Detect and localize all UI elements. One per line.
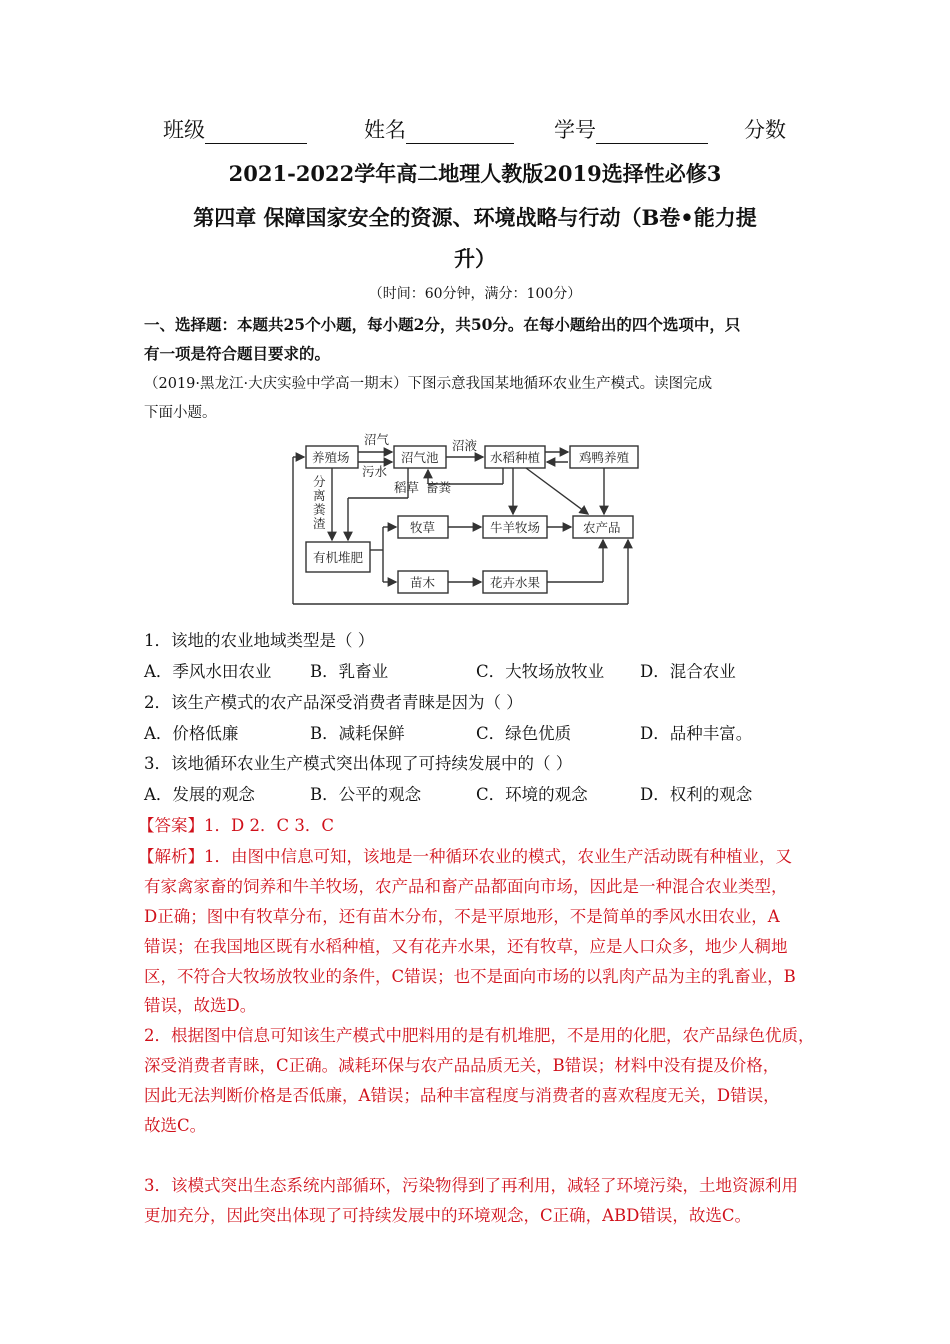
question-3-stem: 3．该地循环农业生产模式突出体现了可持续发展中的（ ） bbox=[144, 754, 573, 773]
label-breeding: 养殖场 bbox=[312, 450, 350, 465]
answer-text: 1．D 2．C 3．C bbox=[204, 816, 334, 835]
question-3-option-c[interactable]: C．环境的观念 bbox=[476, 785, 588, 804]
label-compost: 有机堆肥 bbox=[313, 550, 364, 565]
class-blank[interactable] bbox=[205, 123, 307, 144]
analysis-3-line-2: 更加充分，因此突出体现了可持续发展中的环境观念，C正确，ABD错误，故选C。 bbox=[144, 1206, 752, 1225]
label-products: 农产品 bbox=[583, 520, 621, 535]
id-blank[interactable] bbox=[596, 123, 708, 144]
question-3-option-b[interactable]: B．公平的观念 bbox=[310, 785, 422, 804]
label-separate-4: 渣 bbox=[313, 516, 326, 531]
id-label: 学号 bbox=[554, 118, 596, 142]
question-1-option-d[interactable]: D．混合农业 bbox=[640, 662, 736, 681]
answer-label: 【答案】 bbox=[138, 816, 204, 835]
class-label: 班级 bbox=[163, 118, 205, 142]
analysis-line-5: 区，不符合大牧场放牧业的条件，C错误；也不是面向市场的以乳肉产品为主的乳畜业，B bbox=[144, 967, 796, 986]
id-field bbox=[554, 114, 708, 144]
question-3-option-d[interactable]: D．权利的观念 bbox=[640, 785, 753, 804]
question-1-option-c[interactable]: C．大牧场放牧业 bbox=[476, 662, 605, 681]
analysis-2-line-2: 深受消费者青睐，C正确。减耗环保与农产品品质无关，B错误；材料中没有提及价格， bbox=[144, 1056, 780, 1075]
question-2-option-c[interactable]: C．绿色优质 bbox=[476, 724, 572, 743]
question-2-option-a[interactable]: A．价格低廉 bbox=[144, 724, 239, 743]
analysis-text: 1．由图中信息可知，该地是一种循环农业的模式，农业生产活动既有种植业，又 bbox=[204, 847, 792, 866]
label-separate-1: 分 bbox=[313, 474, 326, 489]
section-heading-1: 一、选择题：本题共25个小题，每小题2分，共50分。在每小题给出的四个选项中，只 bbox=[144, 315, 741, 334]
label-separate-2: 离 bbox=[313, 488, 326, 503]
label-separate-3: 粪 bbox=[313, 502, 326, 517]
label-straw: 稻草 bbox=[394, 480, 420, 495]
question-1-option-b[interactable]: B．乳畜业 bbox=[310, 662, 389, 681]
question-2-option-d[interactable]: D．品种丰富。 bbox=[640, 724, 753, 743]
analysis-line-6: 错误，故选D。 bbox=[144, 996, 257, 1015]
analysis-line-2: 有家禽家畜的饲养和牛羊牧场，农产品和畜产品都面向市场，因此是一种混合农业类型， bbox=[144, 877, 788, 896]
name-field bbox=[364, 114, 514, 144]
name-blank[interactable] bbox=[406, 123, 514, 144]
analysis-line-4: 错误；在我国地区既有水稻种植，又有花卉水果，还有牧草，应是人口众多，地少人稠地 bbox=[144, 937, 788, 956]
analysis-2-line-4: 故选C。 bbox=[144, 1116, 207, 1135]
label-rice: 水稻种植 bbox=[490, 450, 541, 465]
label-biogas-pool: 沼气池 bbox=[401, 450, 439, 465]
score-label: 分数 bbox=[744, 118, 786, 142]
answer bbox=[138, 812, 334, 836]
circular-agriculture-diagram bbox=[288, 428, 648, 614]
label-biogas: 沼气 bbox=[364, 432, 390, 447]
analysis-line-3: D正确；图中有牧草分布，还有苗木分布，不是平原地形，不是简单的季风水田农业，A bbox=[144, 907, 780, 926]
question-3-option-a[interactable]: A．发展的观念 bbox=[144, 785, 255, 804]
analysis-line-1 bbox=[138, 843, 792, 867]
title-line-1: 2021-2022学年高二地理人教版2019选择性必修3 bbox=[228, 161, 722, 186]
title-line-2: 第四章 保障国家安全的资源、环境战略与行动（B卷•能力提 bbox=[193, 205, 757, 230]
analysis-3-line-1: 3．该模式突出生态系统内部循环，污染物得到了再利用，减轻了环境污染，土地资源利用 bbox=[144, 1176, 798, 1195]
label-ranch: 牛羊牧场 bbox=[490, 520, 541, 535]
question-1-option-a[interactable]: A．季风水田农业 bbox=[144, 662, 272, 681]
name-label: 姓名 bbox=[364, 118, 406, 142]
analysis-2-line-3: 因此无法判断价格是否低廉，A错误；品种丰富程度与消费者的喜欢程度无关，D错误， bbox=[144, 1086, 780, 1105]
label-slurry: 沼液 bbox=[452, 438, 478, 453]
class-field bbox=[163, 114, 307, 144]
section-heading-2: 有一项是符合题目要求的。 bbox=[144, 344, 331, 363]
source-line-1: （2019·黑龙江·大庆实验中学高一期末）下图示意我国某地循环农业生产模式。读图完成 bbox=[144, 376, 713, 392]
analysis-2-line-1: 2．根据图中信息可知该生产模式中肥料用的是有机堆肥，不是用的化肥，农产品绿色优质， bbox=[144, 1026, 815, 1045]
label-sewage: 污水 bbox=[362, 464, 388, 479]
exam-info: （时间：60分钟，满分：100分） bbox=[368, 286, 582, 302]
label-poultry: 鸡鸭养殖 bbox=[579, 450, 630, 465]
label-pasture: 牧草 bbox=[410, 520, 436, 535]
question-2-option-b[interactable]: B．减耗保鲜 bbox=[310, 724, 405, 743]
source-line-2: 下面小题。 bbox=[144, 405, 217, 421]
analysis-label: 【解析】 bbox=[138, 847, 204, 866]
label-flowers: 花卉水果 bbox=[490, 575, 541, 590]
label-seedlings: 苗木 bbox=[410, 575, 436, 590]
title-line-3: 升） bbox=[454, 246, 496, 271]
label-residue: 畜粪 bbox=[426, 480, 452, 495]
question-1-stem: 1．该地的农业地域类型是（ ） bbox=[144, 631, 375, 650]
question-2-stem: 2．该生产模式的农产品深受消费者青睐是因为（ ） bbox=[144, 693, 523, 712]
